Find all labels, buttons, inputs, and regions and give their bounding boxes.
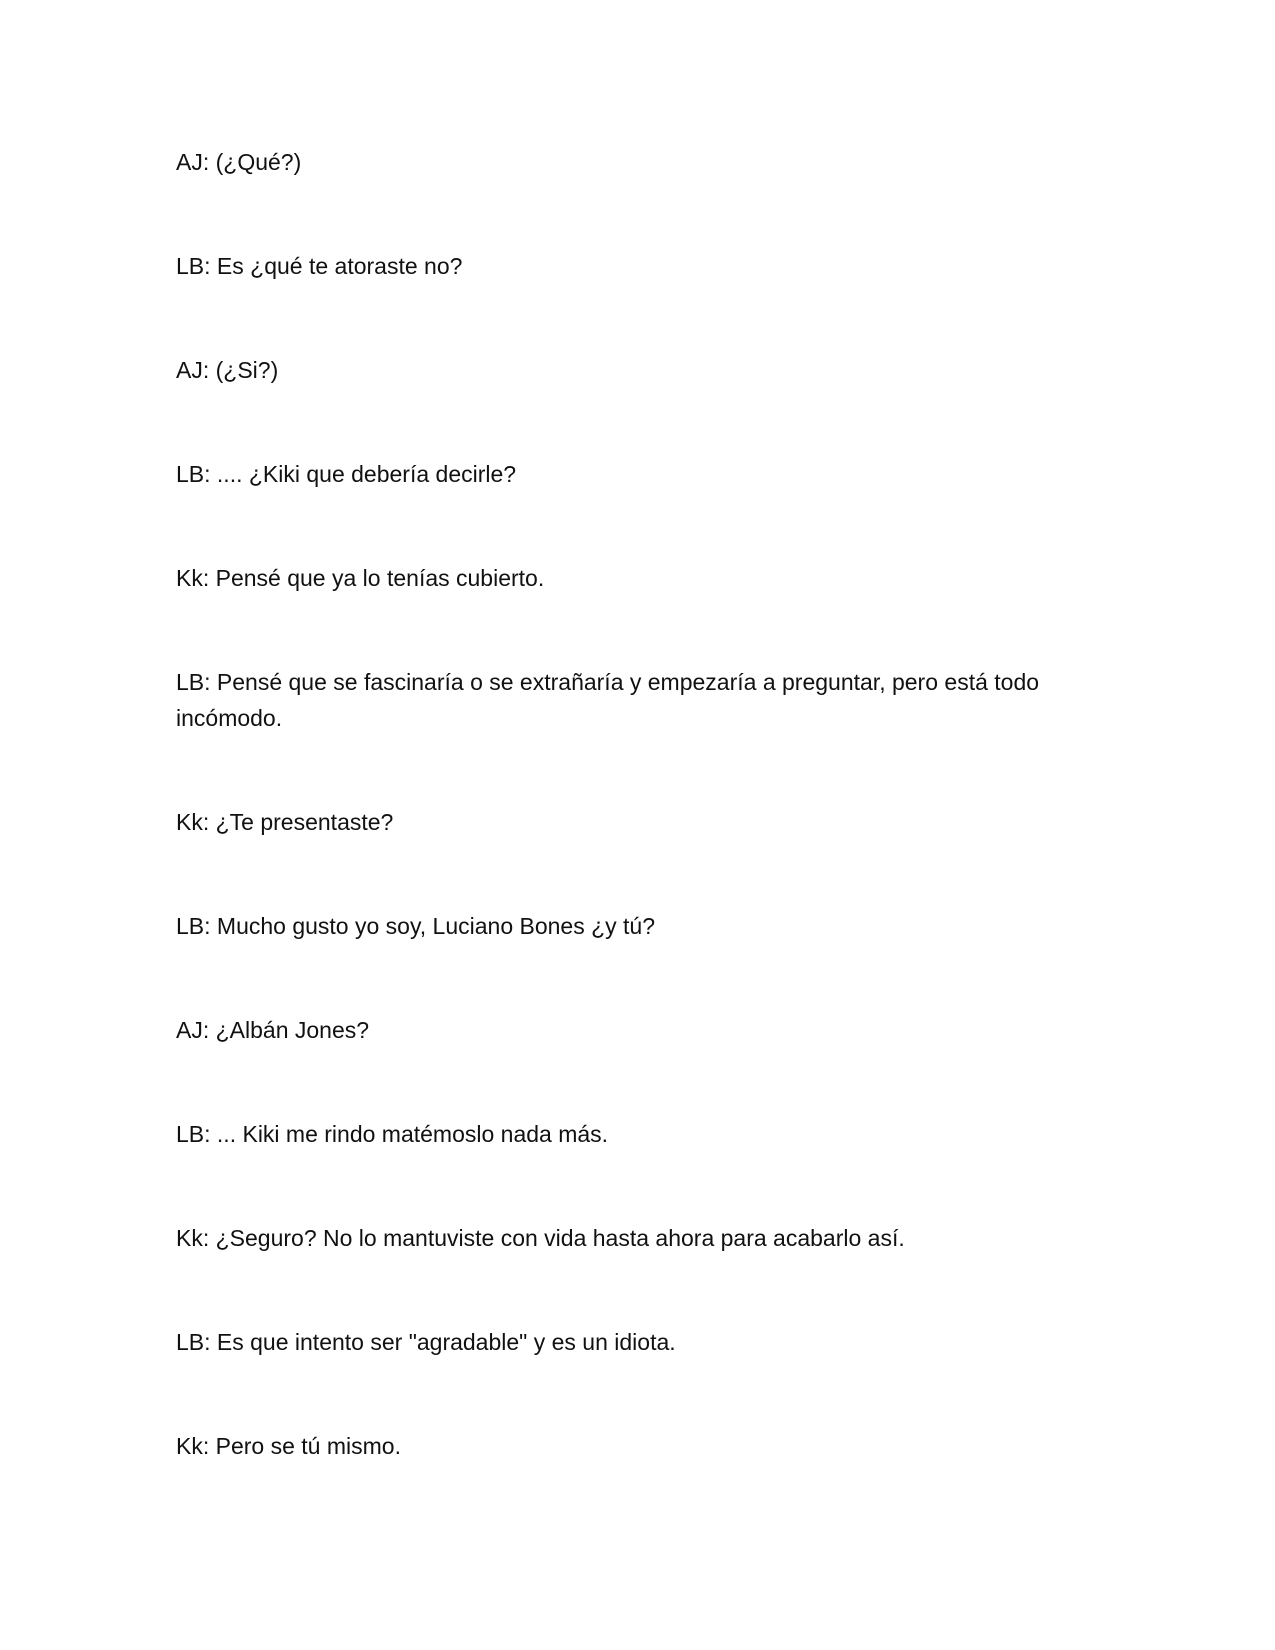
- dialogue-line: LB: Es ¿qué te atoraste no?: [176, 253, 463, 279]
- dialogue-line: Kk: ¿Te presentaste?: [176, 809, 394, 835]
- dialogue-line: LB: Pensé que se fascinaría o se extrañaría y empezaría a preguntar, pero está todo incómodo.: [176, 669, 1040, 731]
- dialogue-line: AJ: ¿Albán Jones?: [176, 1017, 370, 1043]
- dialogue-line: AJ: (¿Si?): [176, 357, 279, 383]
- dialogue-line: Kk: Pero se tú mismo.: [176, 1433, 401, 1459]
- dialogue-line: LB: Mucho gusto yo soy, Luciano Bones ¿y tú?: [176, 913, 656, 939]
- dialogue-line: Kk: Pensé que ya lo tenías cubierto.: [176, 565, 545, 591]
- dialogue-line: AJ: (¿Qué?): [176, 149, 302, 175]
- dialogue-line: LB: Es que intento ser "agradable" y es un idiota.: [176, 1329, 676, 1355]
- dialogue-line: Kk: ¿Seguro? No lo mantuviste con vida hasta ahora para acabarlo así.: [176, 1225, 905, 1251]
- dialogue-line: LB: .... ¿Kiki que debería decirle?: [176, 461, 517, 487]
- dialogue-line: LB: ... Kiki me rindo matémoslo nada más.: [176, 1121, 609, 1147]
- dialogue-block: [176, 144, 1106, 1532]
